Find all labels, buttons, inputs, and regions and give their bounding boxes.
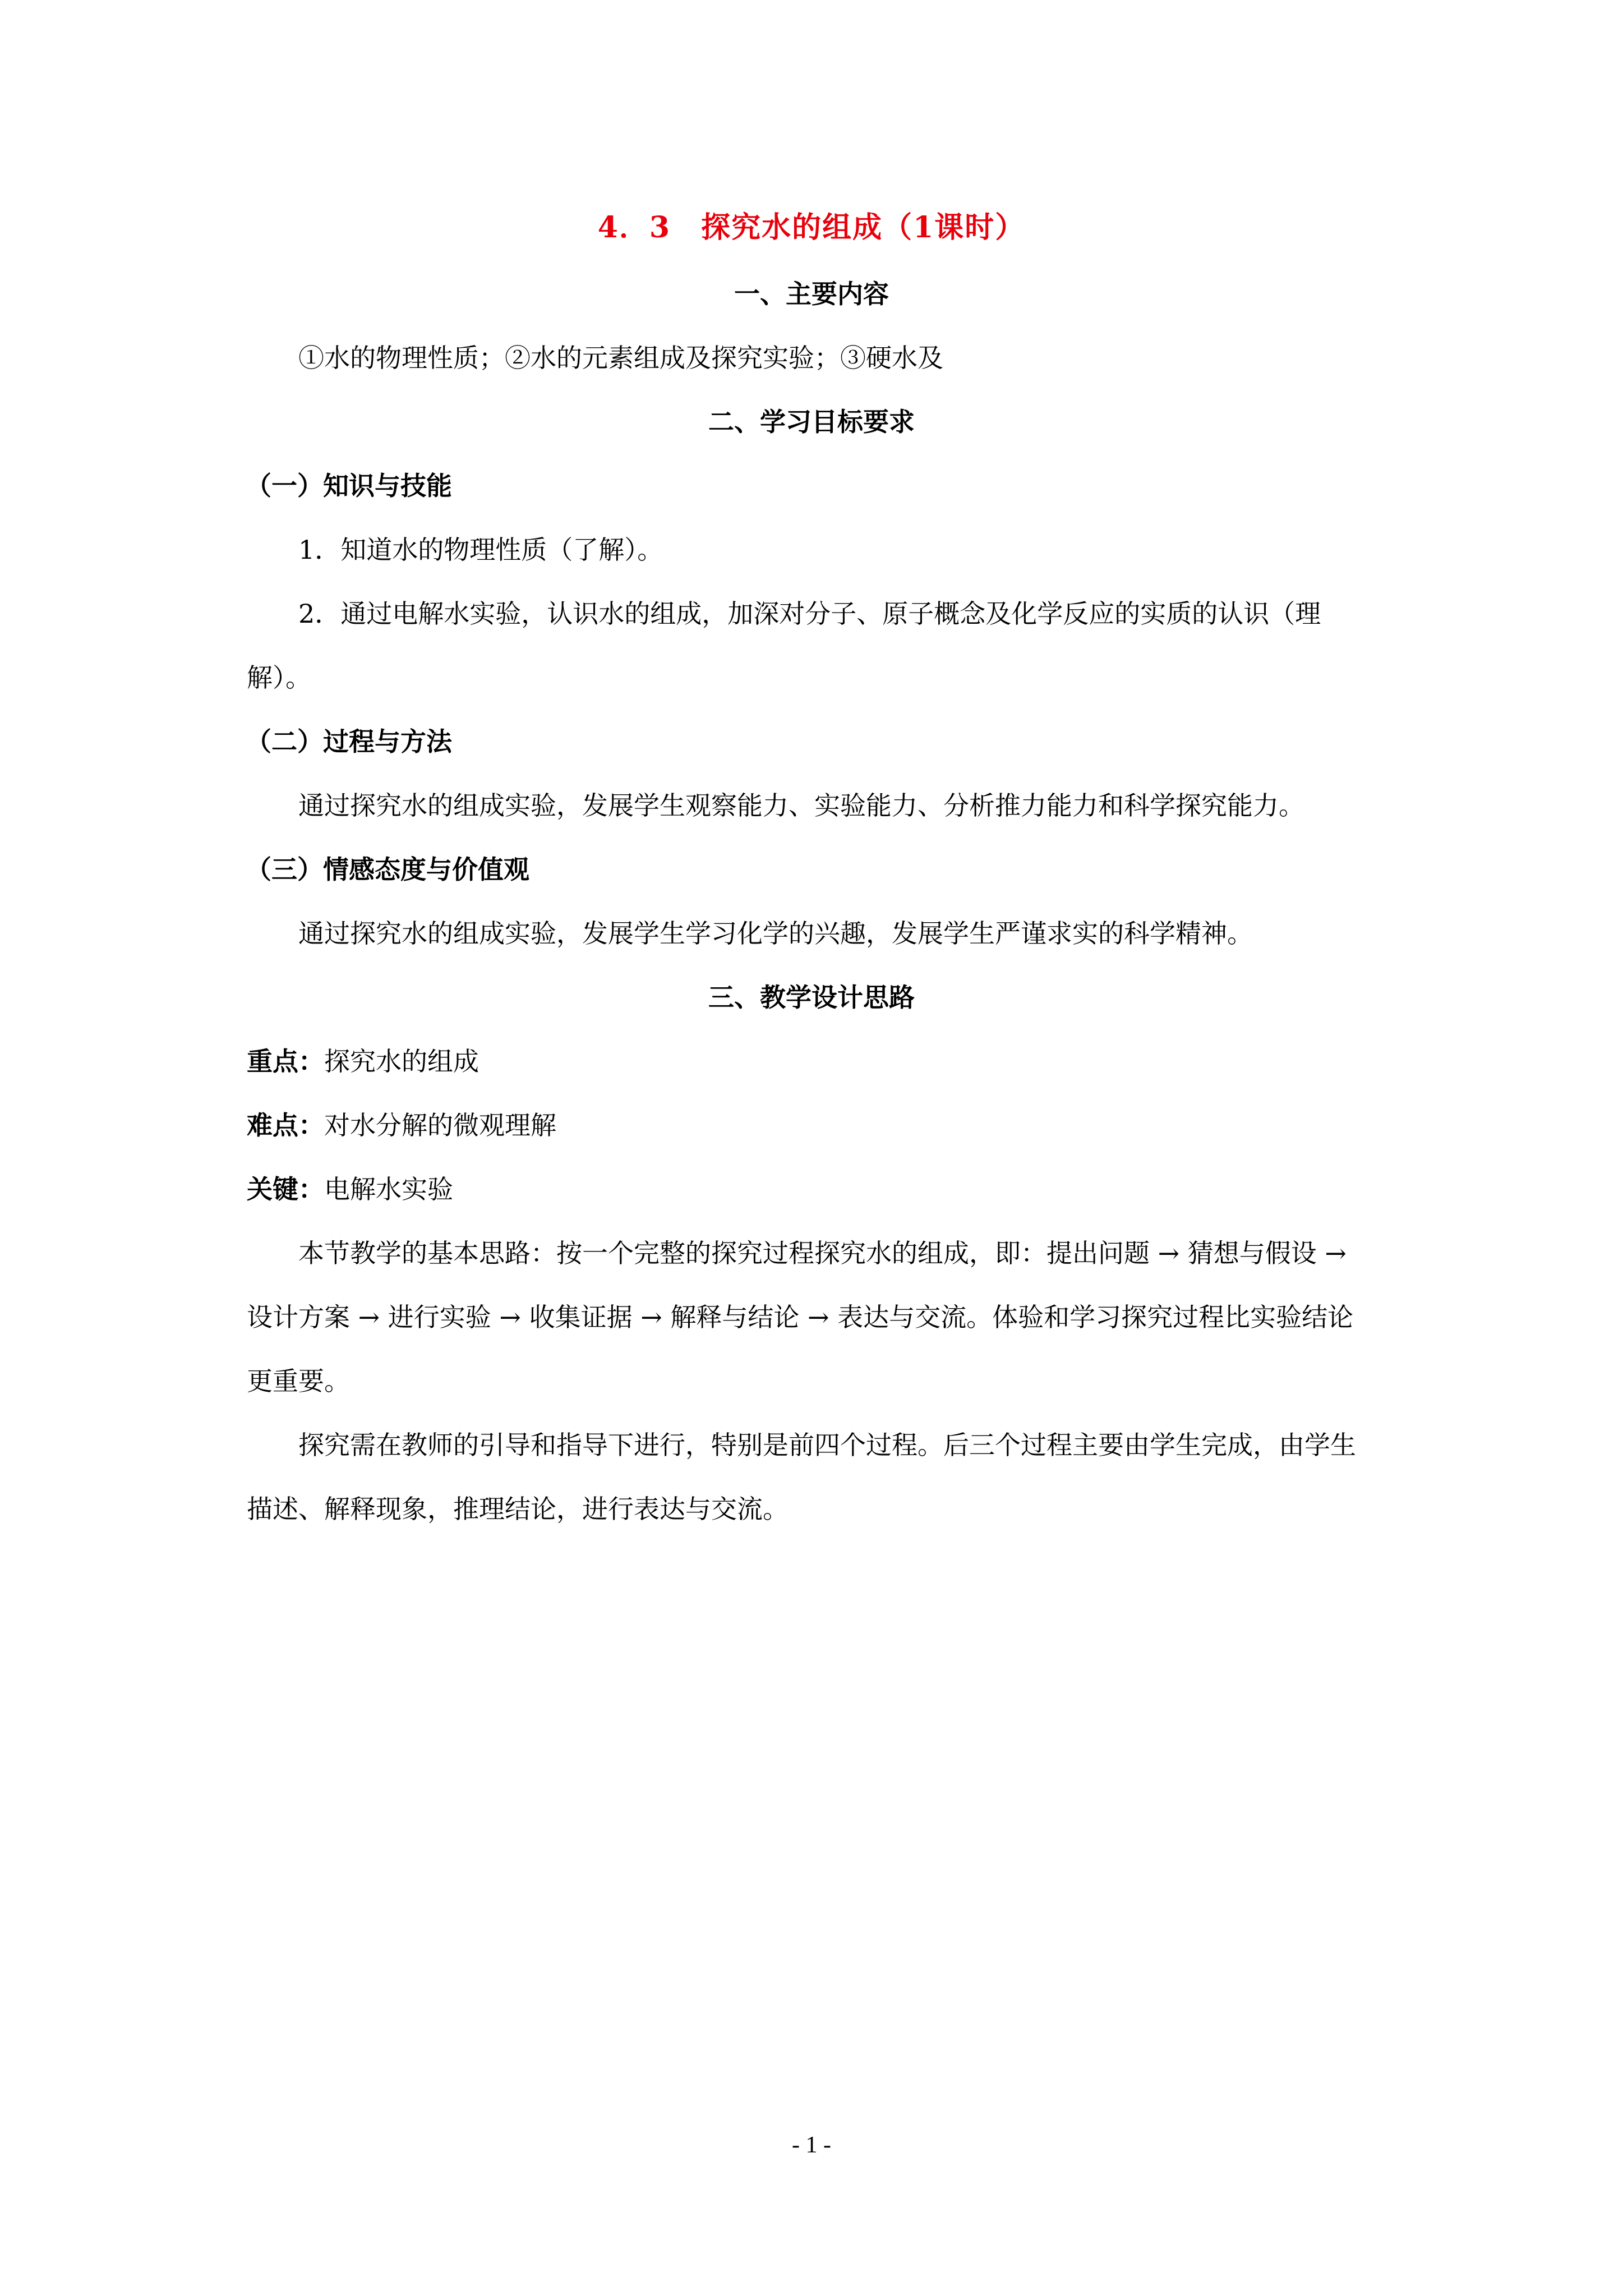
main-content-text: ①水的物理性质；②水的元素组成及探究实验；③硬水及 [298, 343, 943, 373]
key-point-line [247, 1043, 1376, 1079]
key-point-label: 重点： [247, 1046, 324, 1076]
process-method-text: 通过探究水的组成实验，发展学生观察能力、实验能力、分析推力能力和科学探究能力。 [298, 790, 1304, 821]
document-title: 4．3 探究水的组成（1课时） [597, 210, 1026, 245]
design-paragraph-1: 本节教学的基本思路：按一个完整的探究过程探究水的组成，即：提出问题 → 猜想与假设 → 设计方案 → 进行实验 → 收集证据 → 解释与结论 → 表达与交流。体验和学习探究过程比实验结论更重要。 [247, 1238, 1354, 1396]
goal-item-2: 2．通过电解水实验，认识水的组成，加深对分子、原子概念及化学反应的实质的认识（理解）。 [247, 599, 1321, 693]
goal-item-1: 1．知道水的物理性质（了解）。 [298, 535, 663, 565]
crux-label: 关键： [247, 1174, 324, 1204]
crux-text: 电解水实验 [324, 1174, 453, 1204]
difficulty-label: 难点： [247, 1110, 324, 1140]
difficulty-line [247, 1107, 1376, 1143]
subheading-attitude-values: （三）情感态度与价值观 [246, 854, 529, 885]
section-heading-design-idea: 三、教学设计思路 [708, 982, 915, 1013]
section-heading-learning-goals: 二、学习目标要求 [708, 407, 915, 437]
key-point-text: 探究水的组成 [324, 1046, 479, 1076]
difficulty-text: 对水分解的微观理解 [324, 1110, 556, 1140]
subheading-knowledge-skills: （一）知识与技能 [246, 471, 452, 501]
attitude-values-text: 通过探究水的组成实验，发展学生学习化学的兴趣，发展学生严谨求实的科学精神。 [298, 918, 1253, 949]
page-number: - 1 - [792, 2132, 831, 2158]
crux-line [247, 1171, 1376, 1207]
section-heading-main-content: 一、主要内容 [734, 279, 889, 309]
design-paragraph-2: 探究需在教师的引导和指导下进行，特别是前四个过程。后三个过程主要由学生完成，由学生描述、解释现象，推理结论，进行表达与交流。 [247, 1430, 1356, 1524]
subheading-process-method: （二）过程与方法 [246, 726, 452, 757]
